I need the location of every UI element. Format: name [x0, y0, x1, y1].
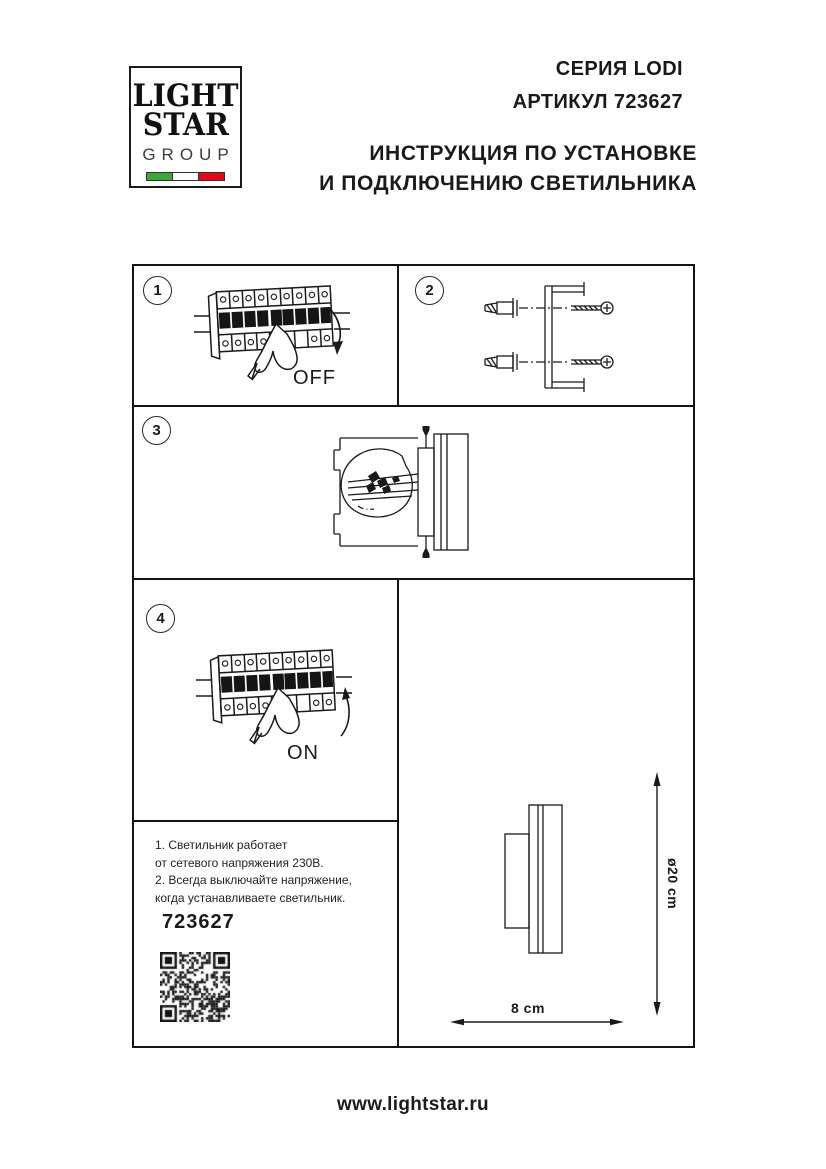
flag-white-segment [173, 172, 199, 181]
article-number: 723627 [162, 911, 235, 933]
fixture-dimensions-illustration [447, 764, 667, 1034]
wiring-connection-illustration [322, 418, 484, 566]
instruction-title-line2: И ПОДКЛЮЧЕНИЮ СВЕТИЛЬНИКА [319, 172, 697, 195]
safety-notes [155, 837, 385, 907]
lightstar-logo [129, 66, 242, 188]
note-line-3: 2. Всегда выключайте напряжение, [155, 873, 352, 887]
width-dimension-label: 8 cm [511, 1000, 545, 1016]
header [319, 58, 697, 199]
dim-arrow-up-icon [654, 772, 661, 786]
flag-green-segment [146, 172, 173, 181]
instruction-title [319, 139, 697, 199]
divider-row2 [134, 578, 693, 580]
qr-code [160, 952, 230, 1022]
steps-grid [132, 264, 695, 1048]
note-line-2: от сетевого напряжения 230В. [155, 855, 324, 870]
dim-arrow-right-icon [610, 1019, 624, 1025]
note-line-4: когда устанавливаете светильник. [155, 890, 346, 905]
logo-word-group: GROUP [142, 145, 235, 165]
website-url: www.lightstar.ru [337, 1094, 489, 1115]
step-3-badge: 3 [142, 416, 171, 445]
logo-word-light: LIGHT [132, 78, 239, 114]
divider-notes [134, 820, 399, 822]
on-label: ON [287, 742, 319, 764]
series-label: СЕРИЯ LODI [555, 58, 683, 80]
off-label: OFF [293, 367, 336, 389]
step-1-badge: 1 [143, 276, 172, 305]
divider-vertical-top [397, 266, 399, 407]
step-4-badge: 4 [146, 604, 175, 633]
article-label: АРТИКУЛ 723627 [512, 91, 683, 113]
italian-flag-stripe [146, 172, 226, 181]
logo-word-star: STAR [142, 107, 229, 144]
arrow-down-icon [333, 341, 343, 355]
flag-red-segment [199, 172, 225, 181]
divider-row1 [134, 405, 693, 407]
instruction-title-line1: ИНСТРУКЦИЯ ПО УСТАНОВКЕ [369, 142, 697, 165]
note-line-1: 1. Светильник работает [155, 838, 288, 852]
dim-arrow-down-icon [654, 1002, 661, 1016]
breaker-on-illustration [194, 644, 354, 766]
divider-vertical-bottom [397, 578, 399, 1046]
dim-arrow-left-icon [450, 1019, 464, 1025]
step-2-badge: 2 [415, 276, 444, 305]
diameter-dimension-label: ø20 cm [665, 858, 681, 910]
mounting-hardware-illustration [479, 276, 629, 398]
